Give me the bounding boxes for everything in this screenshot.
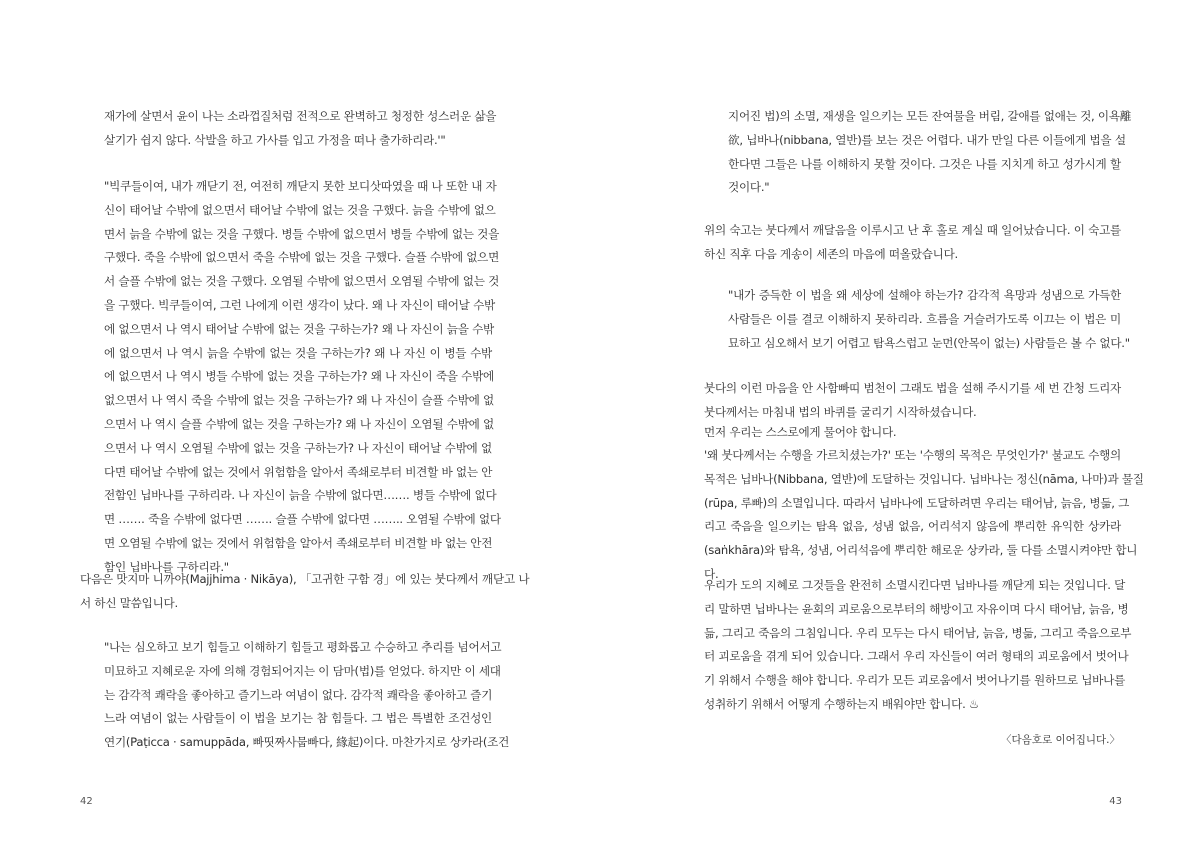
narrative-block-2 — [704, 219, 1121, 267]
quote-block-5 — [728, 284, 1130, 355]
text-line: 지어진 법)의 소멸, 재생을 일으키는 모든 잔여물을 버림, 갈애를 없애는 것, 이욕離 — [728, 109, 1132, 123]
text-line: 기 위해서 수행을 해야 합니다. 우리가 모든 괴로움에서 벗어나기를 원하므로 닙바나를 — [704, 673, 1126, 688]
text-line: 연기(Paṭicca · samuppāda, 빠띳짜사뭅빠다, 緣起)이다. 마찬가지로 상카라(조건 — [104, 735, 510, 750]
text-line: '왜 붓다께서는 수행을 가르치셨는가?' 또는 '수행의 목적은 무엇인가?' 불교도 수행의 — [704, 448, 1121, 462]
text-line: 붓다의 이런 마음을 안 사함빠띠 범천이 그래도 법을 설해 주시기를 세 번 간청 드리자 — [704, 381, 1121, 395]
page-number-right: 43 — [1109, 796, 1122, 807]
text-line: 에 없으면서 나 역시 병들 수밖에 없는 것을 구하는가? 왜 나 자신이 죽을 수밖에 — [104, 369, 495, 384]
text-line: 을 구했다. 빅쿠들이여, 그런 나에게 이런 생각이 났다. 왜 나 자신이 태어날 수밖 — [104, 297, 495, 312]
page-number-left: 42 — [80, 796, 93, 807]
text-line: 다. — [704, 566, 719, 581]
text-line: 欲, 닙바나(nibbana, 열반)를 보는 것은 어렵다. 내가 만일 다른 이들에게 법을 설 — [728, 132, 1126, 147]
quote-block-4 — [728, 105, 1132, 200]
text-line: 것이다." — [728, 180, 770, 195]
text-line: 살기가 쉽지 않다. 삭발을 하고 가사를 입고 가정을 떠나 출가하리라.'" — [104, 132, 446, 147]
text-line: (rūpa, 루빠)의 소멸입니다. 따라서 닙바나에 도달하려면 우리는 태어남, 늙음, 병듦, 그 — [704, 495, 1130, 510]
text-line: 으면서 나 역시 슬플 수밖에 없는 것을 구하는가? 왜 나 자신이 오염될 수밖에 없 — [104, 416, 495, 431]
text-line: 서 슬플 수밖에 없는 것을 구했다. 오염될 수밖에 없으면서 오염될 수밖에 없는 것 — [104, 274, 500, 289]
text-line: 리 말하면 닙바나는 윤회의 괴로움으로부터의 해방이고 자유이며 다시 태어남, 늙음, 병 — [704, 601, 1129, 616]
quote-block-1 — [104, 105, 497, 153]
text-line: 신이 태어날 수밖에 없으면서 태어날 수밖에 없는 것을 구했다. 늙을 수밖에 없으 — [104, 202, 496, 217]
text-line: 다면 태어날 수밖에 없는 것에서 위험함을 알아서 족쇄로부터 비견할 바 없는 안 — [104, 464, 493, 479]
narrative-block-6 — [704, 574, 1132, 717]
right-page — [600, 0, 1200, 853]
text-line: 재가에 살면서 윤이 나는 소라껍질처럼 전적으로 완벽하고 청정한 성스러운 삶을 — [104, 109, 497, 123]
narrative-block-5 — [704, 444, 1144, 587]
text-line: (saṅkhāra)와 탐욕, 성냄, 어리석음에 뿌리한 해로운 상카라, 둘 다를 소멸시켜야만 합니 — [704, 543, 1138, 558]
narrative-block-1 — [80, 568, 530, 616]
text-line: 목적은 닙바나(Nibbana, 열반)에 도달하는 것입니다. 닙바나는 정신(nāma, 나마)과 물질 — [704, 471, 1144, 486]
quote-block-3 — [104, 636, 510, 755]
text-line: 구했다. 죽을 수밖에 없으면서 죽을 수밖에 없는 것을 구했다. 슬플 수밖에 없으면 — [104, 250, 500, 265]
text-line: 사람들은 이를 결코 이해하지 못하리라. 흐름을 거슬러가도록 이끄는 이 법은 미 — [728, 311, 1121, 326]
text-line: 성취하기 위해서 어떻게 수행하는지 배워야만 합니다. ♨ — [704, 696, 980, 711]
text-line: 우리가 도의 지혜로 그것들을 완전히 소멸시킨다면 닙바나를 깨닫게 되는 것입니다. 달 — [704, 578, 1126, 592]
text-line: 터 괴로움을 겪게 되어 있습니다. 그래서 우리 자신들이 여러 형태의 괴로움에서 벗어나 — [704, 649, 1129, 664]
text-line: 에 없으면서 나 역시 태어날 수밖에 없는 것을 구하는가? 왜 나 자신이 늙을 수밖 — [104, 321, 495, 336]
text-line: 위의 숙고는 붓다께서 깨달음을 이루시고 난 후 홀로 계실 때 일어났습니다. 이 숙고를 — [704, 223, 1121, 237]
continued-note: 〈다음호로 이어집니다.〉 — [1001, 734, 1120, 746]
text-line: 없으면서 나 역시 죽을 수밖에 없는 것을 구하는가? 왜 나 자신이 슬플 수밖에 없 — [104, 393, 495, 408]
text-line: 한다면 그들은 나를 이해하지 못할 것이다. 그것은 나를 지치게 하고 성가시게 할 — [728, 156, 1121, 171]
narrative-block-3 — [704, 377, 1121, 425]
text-line: 묘하고 심오해서 보기 어렵고 탐욕스럽고 눈먼(안목이 없는) 사람들은 볼 수 없다." — [728, 335, 1130, 350]
text-line: 면서 늙을 수밖에 없는 것을 구했다. 병들 수밖에 없으면서 병들 수밖에 없는 것을 — [104, 226, 500, 241]
text-line: "나는 심오하고 보기 힘들고 이해하기 힘들고 평화롭고 수승하고 추리를 넘어서고 — [104, 640, 502, 654]
text-line: 다음은 맛지마 니까야(Majjhima · Nikāya), 「고귀한 구함 경」에 있는 붓다께서 깨닫고 나 — [80, 572, 530, 586]
text-line: "빅쿠들이여, 내가 깨닫기 전, 여전히 깨닫지 못한 보디삿따였을 때 나 또한 내 자 — [104, 179, 497, 193]
text-line: 느라 여념이 없는 사람들이 이 법을 보기는 참 힘들다. 그 법은 특별한 조건성인 — [104, 711, 492, 726]
text-line: 함인 닙바나를 구하리라." — [104, 559, 229, 574]
text-line: 전함인 닙바나를 구하리라. 나 자신이 늙을 수밖에 없다면……. 병들 수밖에 없다 — [104, 488, 497, 503]
text-line: 먼저 우리는 스스로에게 물어야 합니다. — [704, 425, 897, 439]
text-line: 면 ……. 죽을 수밖에 없다면 ……. 슬플 수밖에 없다면 …….. 오염될 수밖에 없다 — [104, 512, 501, 527]
text-line: 으면서 나 역시 오염될 수밖에 없는 것을 구하는가? 나 자신이 태어날 수밖에 없 — [104, 440, 492, 455]
text-line: 붓다께서는 마침내 법의 바퀴를 굴리기 시작하셨습니다. — [704, 404, 977, 419]
text-line: 하신 직후 다음 게송이 세존의 마음에 떠올랐습니다. — [704, 246, 958, 261]
text-line: 듦, 그리고 죽음의 그침입니다. 우리 모두는 다시 태어남, 늙음, 병듦, 그리고 죽음으로부 — [704, 625, 1132, 640]
text-line: "내가 증득한 이 법을 왜 세상에 설해야 하는가? 감각적 욕망과 성냄으로 가득한 — [728, 288, 1121, 302]
text-line: 는 감각적 쾌락을 좋아하고 즐기느라 여념이 없다. 감각적 쾌락을 좋아하고 즐기 — [104, 687, 493, 702]
text-line: 에 없으면서 나 역시 늙을 수밖에 없는 것을 구하는가? 왜 나 자신 이 병들 수밖 — [104, 345, 492, 360]
text-line: 서 하신 말씀입니다. — [80, 595, 178, 610]
narrative-block-4 — [704, 421, 1121, 445]
text-line: 면 오염될 수밖에 없는 것에서 위험함을 알아서 족쇄로부터 비견할 바 없는 안전 — [104, 535, 493, 550]
text-line: 리고 죽음을 일으키는 탐욕 없음, 성냄 없음, 어리석지 않음에 뿌리한 유익한 상카라 — [704, 519, 1121, 534]
text-line: 미묘하고 지혜로운 자에 의해 경험되어지는 이 담마(법)를 얻었다. 하지만 이 세대 — [104, 663, 501, 678]
